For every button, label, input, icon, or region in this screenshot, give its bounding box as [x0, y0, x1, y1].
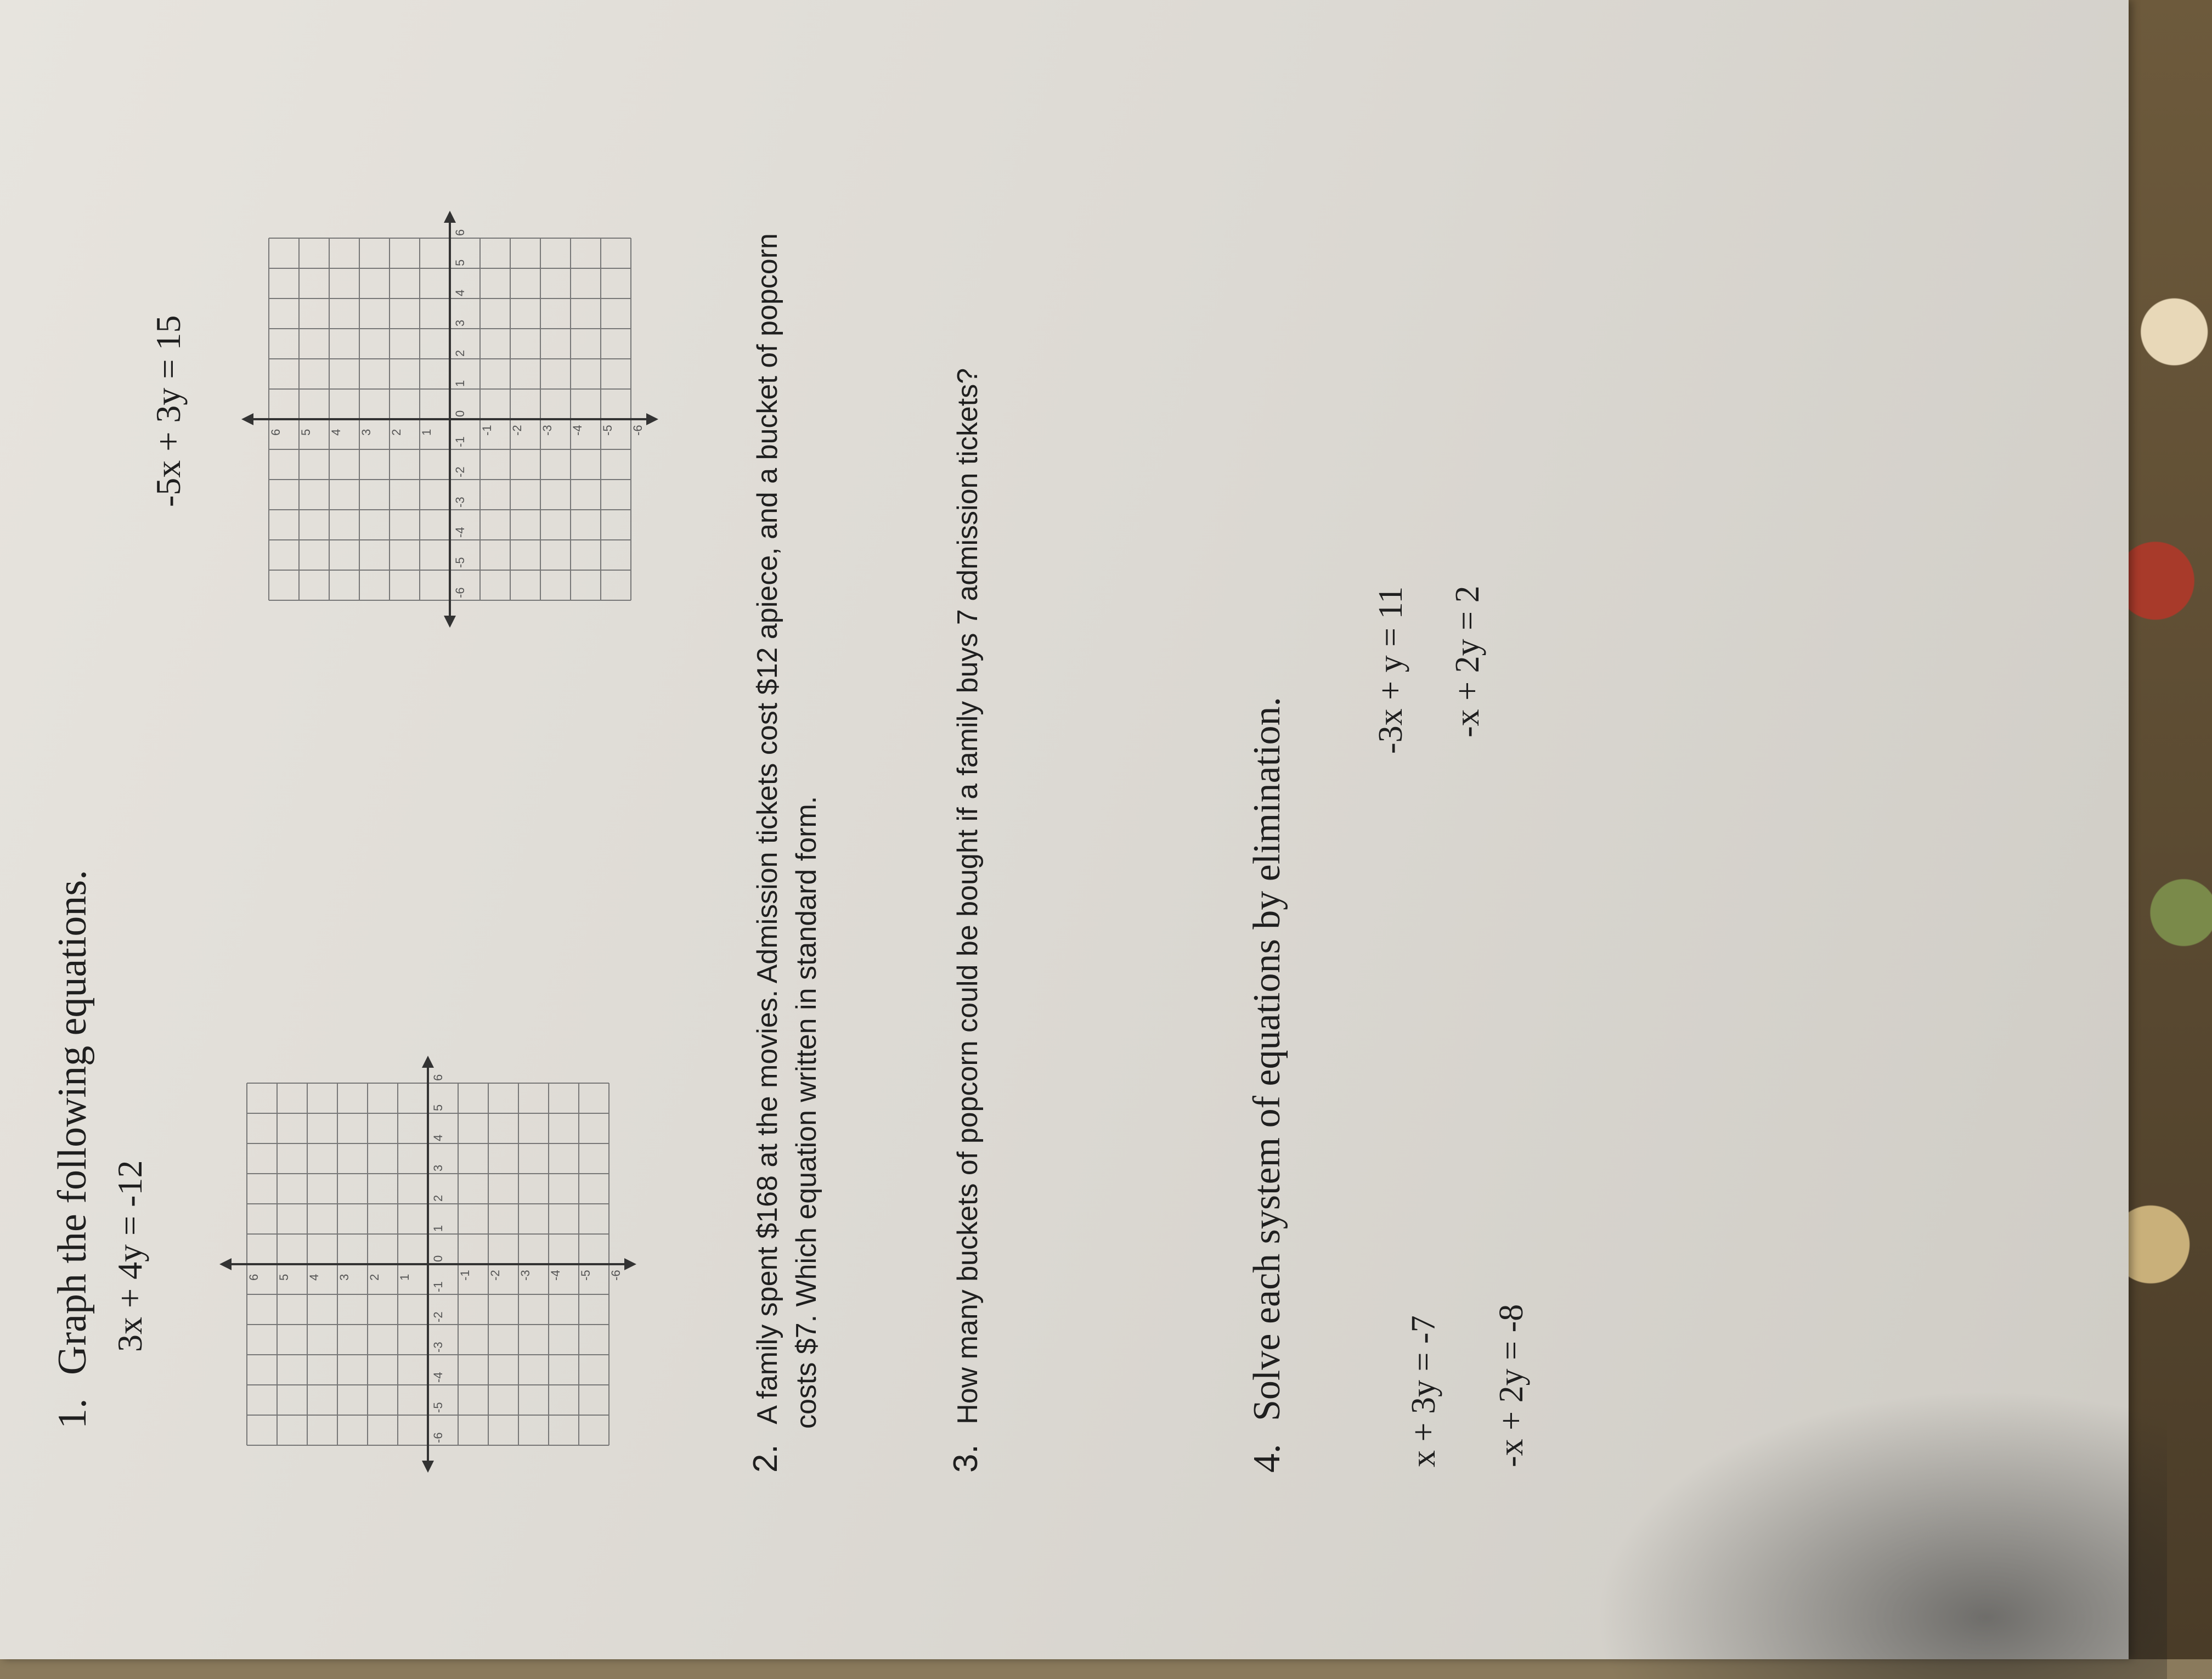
q2-line2: costs $7. Which equation written in standard form. [791, 796, 822, 1429]
x-tick-label: 3 [431, 1164, 445, 1171]
q2-block [746, 233, 785, 1473]
x-tick-label: -2 [431, 1311, 445, 1322]
x-tick-label: 5 [431, 1104, 445, 1111]
x-tick-label: 1 [431, 1225, 445, 1232]
y-axis-arrow-down [624, 1258, 636, 1270]
q1-heading [49, 870, 96, 1429]
y-tick-label: 3 [359, 429, 373, 436]
x-tick-label: 2 [431, 1195, 445, 1202]
coordinate-grid-a[interactable] [208, 1045, 647, 1484]
y-tick-label: 4 [329, 429, 343, 436]
x-tick-label: 0 [431, 1255, 445, 1262]
q1-title: Graph the following equations. [50, 870, 95, 1375]
y-tick-label: 2 [390, 429, 403, 436]
y-tick-label: -2 [510, 425, 524, 436]
x-tick-label: -1 [453, 436, 467, 447]
x-tick-label: 6 [431, 1074, 445, 1081]
y-tick-label: 3 [337, 1274, 351, 1281]
x-tick-label: 5 [453, 259, 467, 266]
y-tick-label: -3 [540, 425, 554, 436]
system-b-eq1: -3x + y = 11 [1372, 586, 1409, 754]
y-tick-label: -4 [571, 425, 584, 436]
system-b-eq2: -x + 2y = 2 [1449, 585, 1486, 737]
tablecloth [2118, 0, 2212, 1659]
system-a-eq1: x + 3y = -7 [1405, 1315, 1442, 1467]
y-tick-label: 5 [299, 429, 313, 436]
y-tick-label: -6 [609, 1270, 623, 1281]
q3-block [946, 368, 985, 1473]
q1-equation-b: -5x + 3y = 15 [149, 315, 188, 507]
x-axis-arrow-left [444, 616, 456, 628]
x-axis-arrow-right [444, 211, 456, 223]
y-tick-label: 1 [420, 429, 433, 436]
x-tick-label: 3 [453, 319, 467, 326]
x-tick-label: -1 [431, 1281, 445, 1292]
y-tick-label: -5 [601, 425, 614, 436]
q4-title: Solve each system of equations by elimination. [1246, 696, 1288, 1421]
q2-number: 2. [747, 1444, 785, 1473]
y-tick-label: 6 [269, 429, 283, 436]
x-tick-label: -6 [431, 1432, 445, 1443]
y-tick-label: -5 [579, 1270, 592, 1281]
x-tick-label: -6 [453, 587, 467, 598]
y-tick-label: -4 [549, 1270, 562, 1281]
y-tick-label: 1 [398, 1274, 411, 1281]
y-tick-label: 2 [368, 1274, 381, 1281]
x-tick-label: 4 [453, 289, 467, 296]
y-axis-arrow-up [219, 1258, 232, 1270]
q3-text: How many buckets of popcorn could be bought if a family buys 7 admission tickets? [952, 368, 984, 1424]
x-tick-label: -3 [453, 497, 467, 508]
y-tick-label: -1 [480, 425, 494, 436]
x-tick-label: -4 [453, 527, 467, 538]
x-tick-label: -3 [431, 1342, 445, 1353]
x-axis-arrow-left [422, 1461, 434, 1473]
y-axis-arrow-up [241, 413, 253, 425]
x-tick-label: 1 [453, 380, 467, 387]
y-tick-label: -3 [518, 1270, 532, 1281]
x-tick-label: -2 [453, 466, 467, 477]
x-tick-label: -5 [431, 1402, 445, 1413]
system-a-eq2: -x + 2y = -8 [1493, 1304, 1530, 1467]
grid-svg [208, 1045, 647, 1484]
grid-svg [230, 200, 669, 639]
x-tick-label: 2 [453, 350, 467, 357]
y-tick-label: 6 [247, 1274, 261, 1281]
x-axis-arrow-right [422, 1056, 434, 1068]
q3-number: 3. [947, 1444, 985, 1473]
x-tick-label: 4 [431, 1134, 445, 1141]
y-tick-label: -2 [488, 1270, 502, 1281]
x-tick-label: -4 [431, 1372, 445, 1383]
q4-heading [1245, 697, 1289, 1473]
q1-equation-a: 3x + 4y = -12 [110, 1160, 149, 1352]
y-tick-label: -1 [458, 1270, 472, 1281]
x-tick-label: -5 [453, 557, 467, 568]
x-tick-label: 6 [453, 229, 467, 236]
y-axis-arrow-down [646, 413, 658, 425]
x-tick-label: 0 [453, 410, 467, 417]
y-tick-label: 4 [307, 1274, 321, 1281]
q1-number: 1. [50, 1398, 95, 1429]
q4-number: 4. [1246, 1444, 1288, 1473]
y-tick-label: -6 [631, 425, 645, 436]
y-tick-label: 5 [277, 1274, 291, 1281]
q2-line1: A family spent $168 at the movies. Admission tickets cost $12 apiece, and a bucket of popcorn [752, 233, 783, 1424]
coordinate-grid-b[interactable] [230, 200, 669, 639]
